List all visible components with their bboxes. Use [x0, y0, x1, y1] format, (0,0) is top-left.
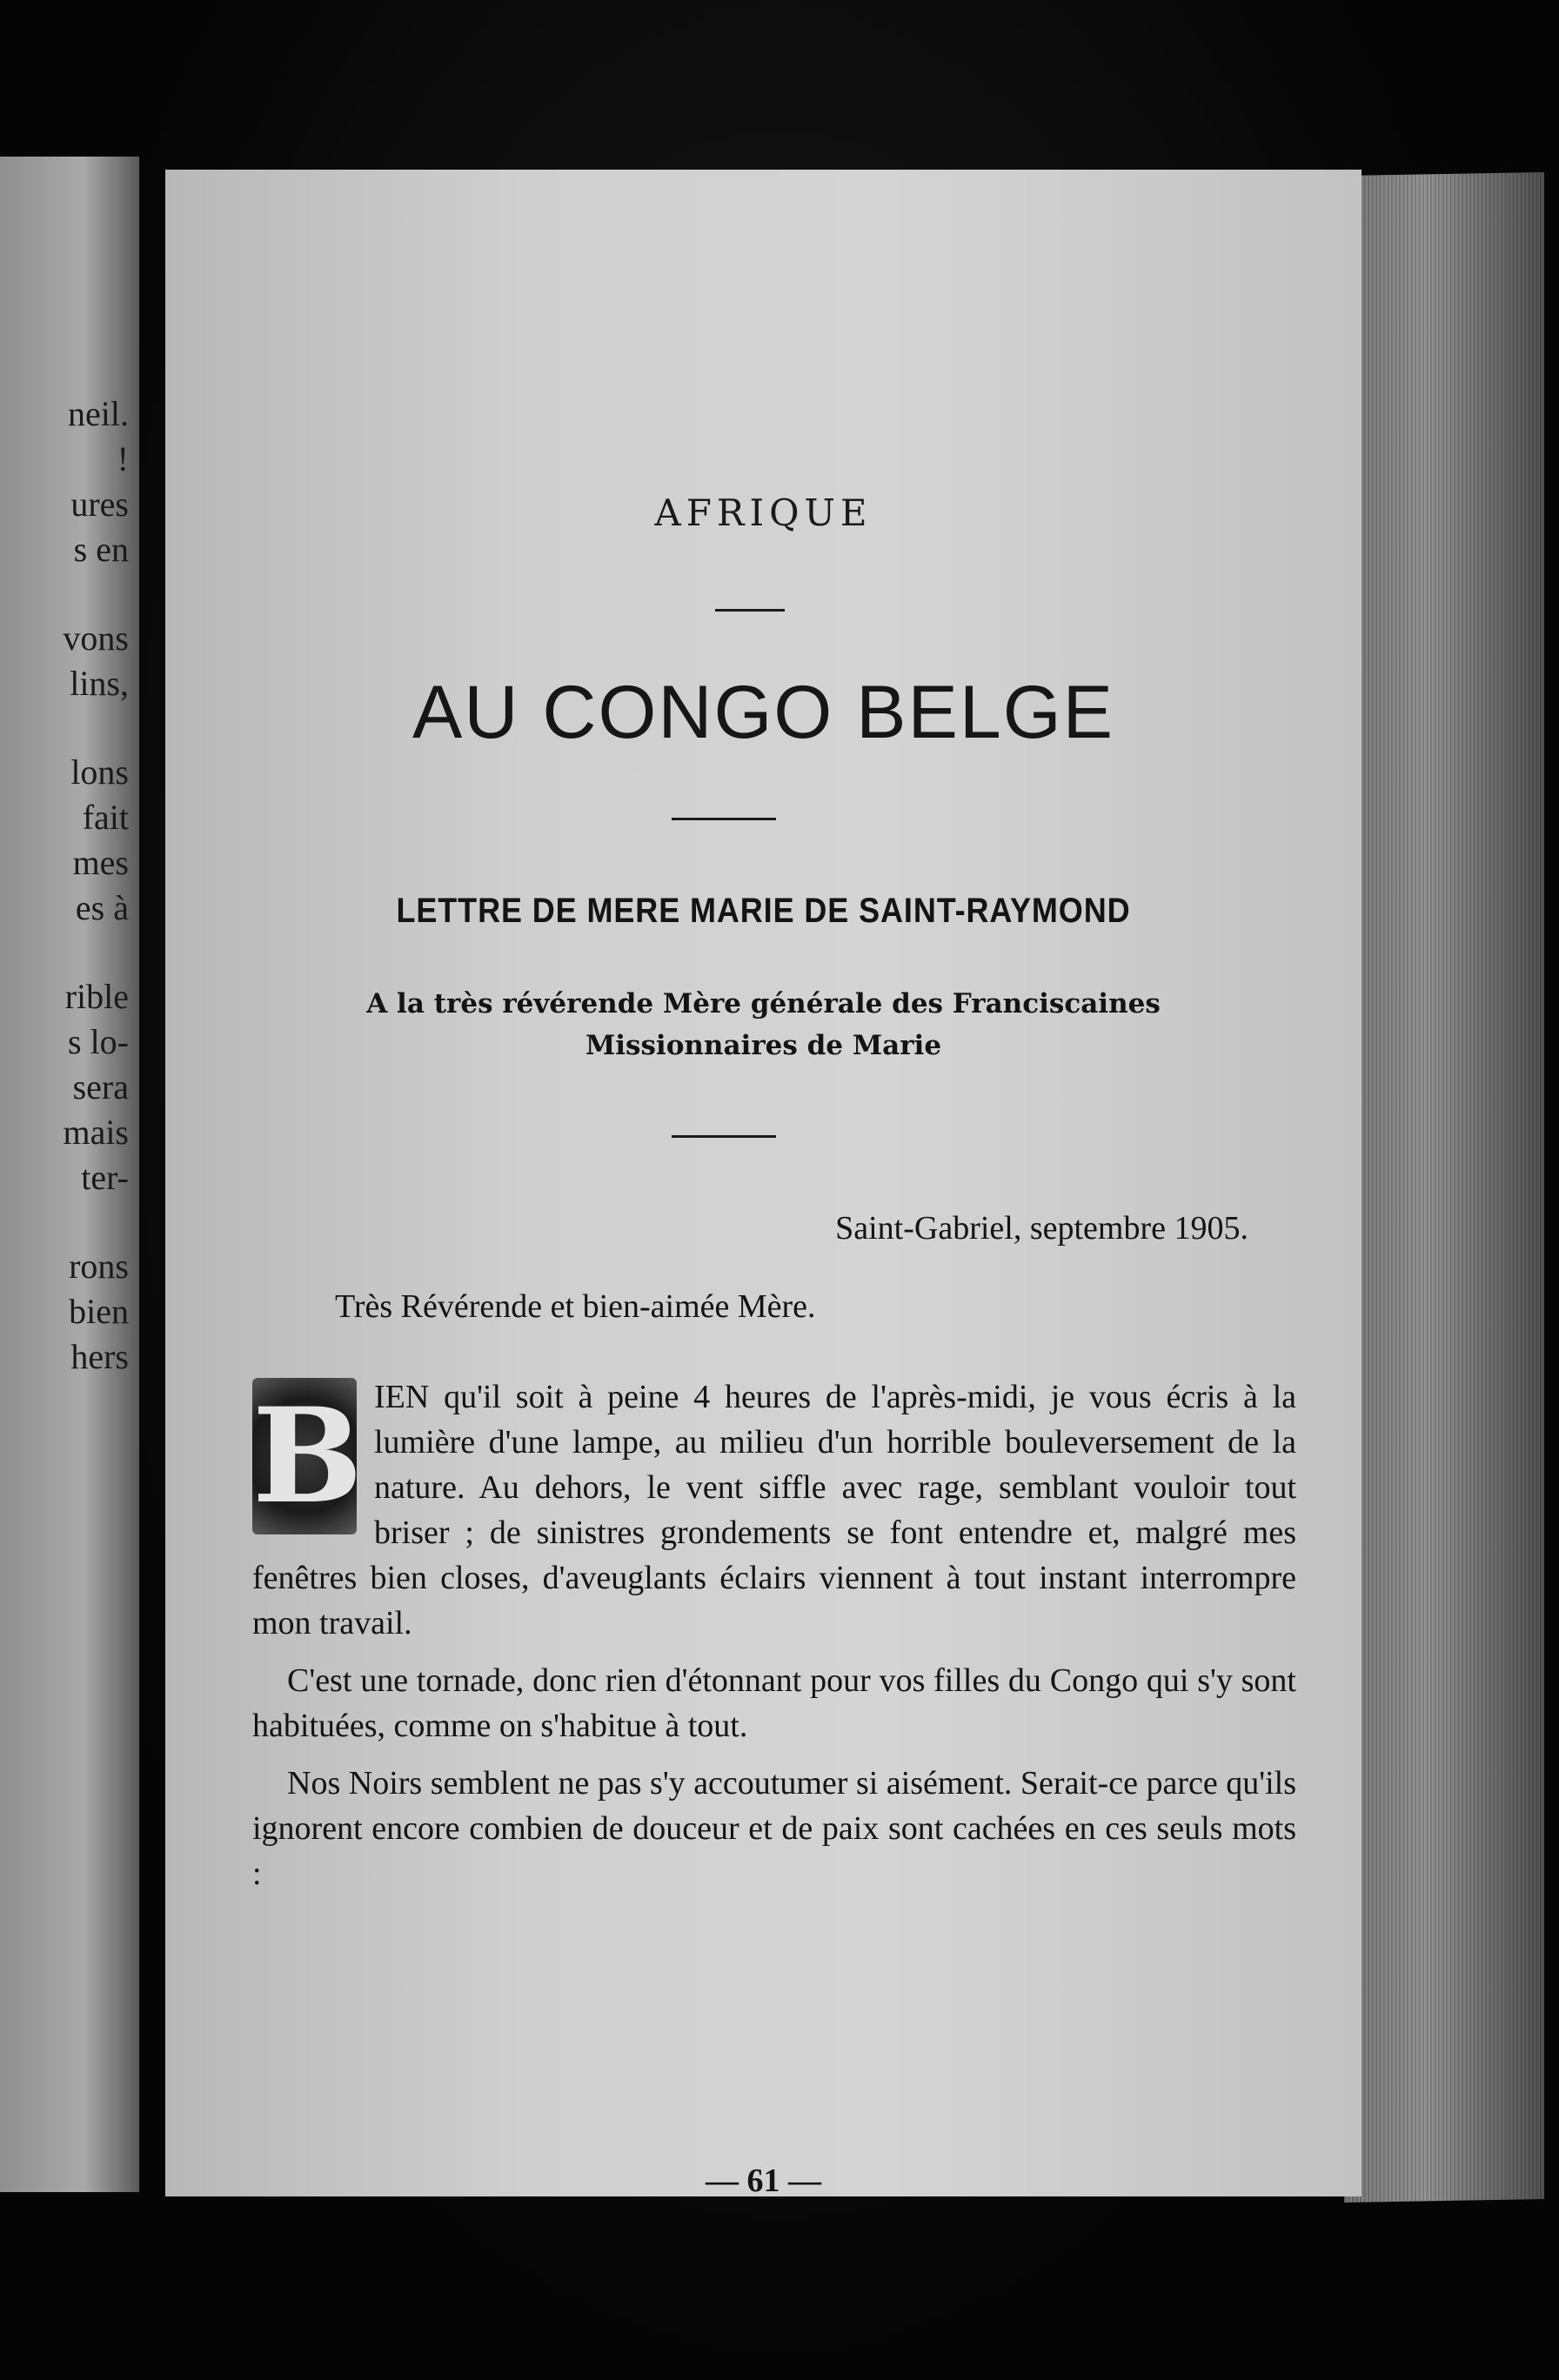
left-fragment-line: rons [69, 1247, 129, 1286]
page-number: — 61 — [706, 2163, 821, 2199]
recipient-block [165, 983, 1362, 1066]
book-page [165, 170, 1362, 2199]
divider-rule [672, 1135, 776, 1138]
left-fragment-line: s lo- [68, 1022, 129, 1061]
left-fragment-line: bien [69, 1292, 129, 1331]
left-fragment-line: rible [64, 977, 129, 1016]
letter-heading: LETTRE DE MERE MARIE DE SAINT-RAYMOND [396, 892, 1131, 930]
page-title: AU CONGO BELGE [412, 671, 1114, 754]
left-fragment-line: ter- [81, 1158, 129, 1197]
left-fragment-line: mes [72, 843, 129, 882]
recipient-line: A la très révérende Mère générale des Franciscaines [366, 988, 1161, 1020]
salutation: Très Révérende et bien-aimée Mère. [335, 1288, 816, 1325]
left-fragment-line: mais [63, 1113, 129, 1152]
left-fragment-line: es à [75, 888, 129, 927]
recipient-line: Missionnaires de Marie [585, 1030, 942, 1061]
left-fragment-line: s en [73, 530, 129, 569]
left-fragment-line: fait [82, 798, 129, 837]
left-fragment-line: ures [70, 485, 129, 524]
drop-cap: B [252, 1380, 363, 1533]
paragraph: Nos Noirs semblent ne pas s'y accoutumer si aisément. Serait-ce parce qu'ils ignorent encore combien de douceur et de paix sont cachées en ces seuls mots : [252, 1765, 1296, 1892]
section-kicker: AFRIQUE [654, 491, 873, 534]
date-line: Saint-Gabriel, septembre 1905. [835, 1210, 1248, 1247]
left-fragment-line: hers [70, 1337, 129, 1376]
left-fragment-line: lins, [70, 664, 129, 703]
divider-rule [672, 818, 776, 820]
paragraph: C'est une tornade, donc rien d'étonnant pour vos filles du Congo qui s'y sont habituées, comme on s'habitue à tout. [252, 1662, 1296, 1744]
left-fragment-line: lons [70, 752, 129, 792]
letter-body [252, 1374, 1296, 1909]
left-page-fragment [0, 157, 139, 2192]
paragraph-text: IEN qu'il soit à peine 4 heures de l'après-midi, je vous écris à la lumière d'une lampe, au milieu d'un horrible bouleversement de la nature. Au dehors, le vent siffle avec rage, semblant vouloir tout briser ; de sinistres grondements se font entendre et, malgré mes fenêtres bien closes, d'aveuglants éclairs viennent à tout instant interrompre mon travail. [252, 1379, 1296, 1641]
left-fragment-line: sera [72, 1067, 129, 1106]
book-page-edges [1344, 172, 1544, 2203]
divider-rule [715, 609, 785, 612]
paragraph [252, 1374, 1296, 1646]
left-fragment-line: vons [63, 618, 129, 658]
left-fragment-line: ! [117, 439, 129, 478]
left-fragment-line: neil. [68, 394, 129, 433]
